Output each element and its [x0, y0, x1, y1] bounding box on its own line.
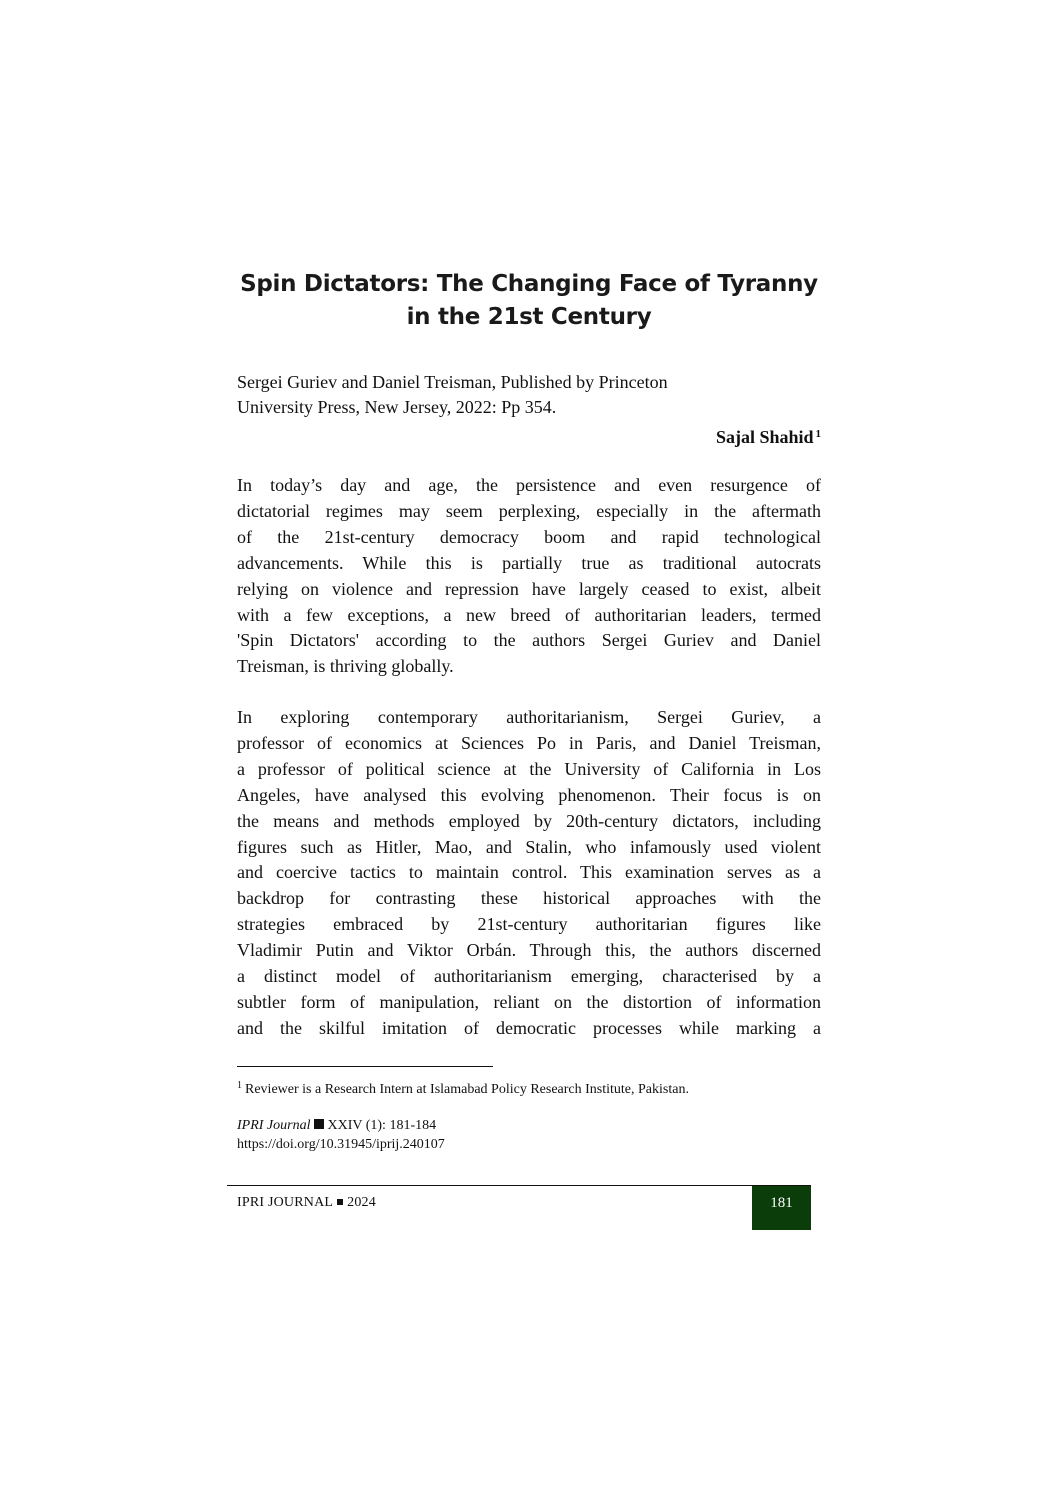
paragraph-line: Vladimir Putin and Viktor Orbán. Through this, the authors discerned	[237, 940, 821, 961]
paragraph-line: In exploring contemporary authoritarianism, Sergei Guriev, a	[237, 707, 821, 727]
author-footnote-mark: 1	[815, 428, 821, 440]
paragraph-line: figures such as Hitler, Mao, and Stalin, who infamously used violent	[237, 836, 821, 857]
paragraph-line: and the skilful imitation of democratic processes while marking a	[237, 1017, 821, 1038]
journal-citation	[237, 1116, 445, 1154]
footnote-mark: 1	[237, 1080, 242, 1091]
journal-volume: XXIV (1): 181-184	[327, 1118, 437, 1133]
body-paragraph-2	[237, 705, 821, 1042]
citation-line-2: University Press, New Jersey, 2022: Pp 354.	[237, 397, 557, 417]
square-bullet-icon	[337, 1199, 343, 1205]
footer-year: 2024	[347, 1195, 376, 1210]
reviewer-name	[716, 422, 821, 450]
paragraph-line: professor of economics at Sciences Po in Paris, and Daniel Treisman,	[237, 732, 821, 753]
book-citation	[237, 370, 821, 420]
page-number: 181	[770, 1195, 793, 1211]
footnote	[237, 1076, 837, 1100]
footnote-divider	[237, 1066, 493, 1067]
footnote-text: Reviewer is a Research Intern at Islamabad Policy Research Institute, Pakistan.	[245, 1082, 689, 1097]
footer-divider	[227, 1185, 811, 1186]
square-bullet-icon	[314, 1119, 324, 1129]
paragraph-line: with a few exceptions, a new breed of authoritarian leaders, termed	[237, 604, 821, 625]
citation-line-1: Sergei Guriev and Daniel Treisman, Published by Princeton	[237, 372, 668, 392]
doi-link[interactable]: https://doi.org/10.31945/iprij.240107	[237, 1137, 445, 1152]
paragraph-line: Treisman, is thriving globally.	[237, 656, 454, 677]
body-paragraph-1	[237, 473, 821, 680]
author-name: Sajal Shahid	[715, 427, 814, 447]
title-line-1: Spin Dictators: The Changing Face of Tyranny	[240, 271, 818, 297]
footer-journal: IPRI JOURNAL	[237, 1195, 334, 1210]
paragraph-line: subtler form of manipulation, reliant on the distortion of information	[237, 991, 821, 1012]
paragraph-line: strategies embraced by 21st-century authoritarian figures like	[237, 914, 821, 935]
title-line-2: in the 21st Century	[406, 304, 652, 330]
paragraph-line: advancements. While this is partially true as traditional autocrats	[237, 552, 821, 573]
paragraph-line: dictatorial regimes may seem perplexing, especially in the aftermath	[237, 500, 821, 521]
paragraph-line: of the 21st-century democracy boom and rapid technological	[237, 526, 821, 547]
paragraph-line: relying on violence and repression have largely ceased to exist, albeit	[237, 578, 821, 599]
paragraph-line: the means and methods employed by 20th-century dictators, including	[237, 810, 821, 831]
paragraph-line: backdrop for contrasting these historical approaches with the	[237, 888, 821, 909]
paragraph-line: a distinct model of authoritarianism emerging, characterised by a	[237, 966, 821, 987]
journal-volume-line	[237, 1116, 445, 1135]
paragraph-line: Angeles, have analysed this evolving phenomenon. Their focus is on	[237, 784, 821, 805]
journal-name: IPRI Journal	[237, 1118, 311, 1133]
running-footer	[237, 1193, 376, 1213]
paragraph-line: 'Spin Dictators' according to the authors Sergei Guriev and Daniel	[237, 630, 821, 651]
paragraph-line: and coercive tactics to maintain control. This examination serves as a	[237, 862, 821, 883]
paragraph-line: a professor of political science at the University of California in Los	[237, 758, 821, 779]
article-title	[0, 268, 1058, 334]
paragraph-line: In today’s day and age, the persistence and even resurgence of	[237, 475, 821, 495]
page-number-box	[752, 1186, 811, 1230]
